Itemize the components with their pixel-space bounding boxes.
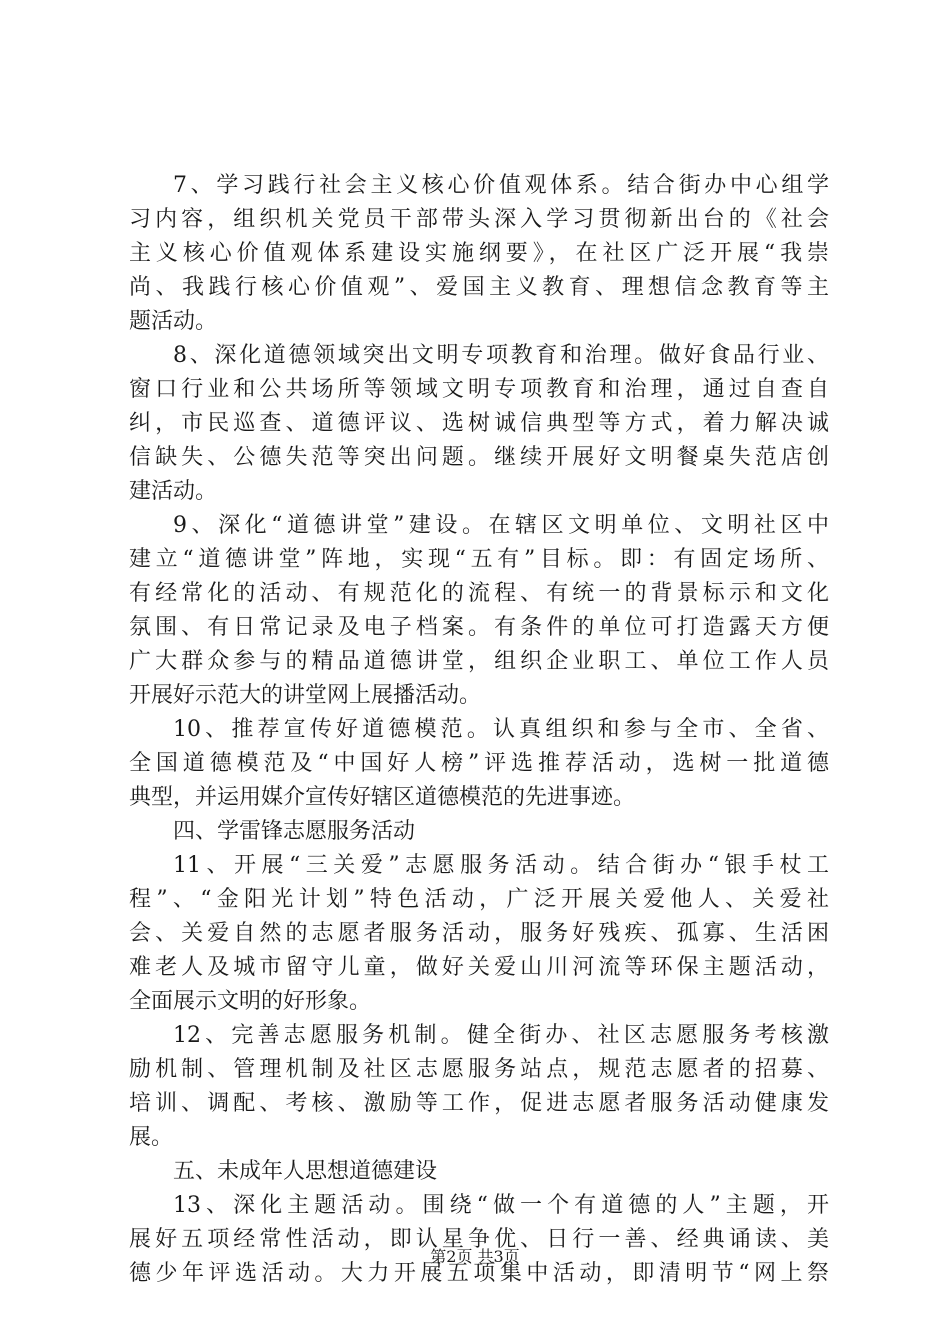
text-line: 7、学习践行社会主义核心价值观体系。结合街办中心组学	[173, 173, 829, 198]
text-line: 展。	[129, 1125, 174, 1150]
page-footer: 第2页 共3页	[430, 1247, 520, 1266]
text-line: 10、推荐宣传好道德模范。认真组织和参与全市、全省、	[173, 717, 829, 742]
text-line: 题活动。	[129, 309, 218, 334]
text-line: 德少年评选活动。大力开展五项集中活动，即清明节“网上祭	[129, 1261, 829, 1286]
text-line: 励机制、管理机制及社区志愿服务站点，规范志愿者的招募、	[129, 1057, 829, 1082]
text-line: 习内容，组织机关党员干部带头深入学习贯彻新出台的《社会	[129, 207, 829, 232]
text-line: 11、开展“三关爱”志愿服务活动。结合街办“银手杖工	[173, 853, 829, 878]
text-line: 展好五项经常性活动，即认星争优、日行一善、经典诵读、美	[129, 1227, 829, 1252]
text-line: 纠，市民巡查、道德评议、选树诚信典型等方式，着力解决诚	[129, 411, 829, 436]
text-line: 会、关爱自然的志愿者服务活动，服务好残疾、孤寡、生活困	[129, 921, 829, 946]
text-line: 程”、“金阳光计划”特色活动，广泛开展关爱他人、关爱社	[129, 887, 829, 912]
text-line: 广大群众参与的精品道德讲堂，组织企业职工、单位工作人员	[129, 649, 829, 674]
text-line: 典型，并运用媒介宣传好辖区道德模范的先进事迹。	[129, 785, 636, 810]
text-line: 四、学雷锋志愿服务活动	[173, 819, 416, 844]
text-line: 全面展示文明的好形象。	[129, 989, 372, 1014]
text-line: 8、深化道德领域突出文明专项教育和治理。做好食品行业、	[173, 343, 829, 368]
text-line: 12、完善志愿服务机制。健全街办、社区志愿服务考核激	[173, 1023, 829, 1048]
text-line: 窗口行业和公共场所等领域文明专项教育和治理，通过自查自	[129, 377, 829, 402]
text-line: 有经常化的活动、有规范化的流程、有统一的背景标示和文化	[129, 581, 829, 606]
text-line: 培训、调配、考核、激励等工作，促进志愿者服务活动健康发	[129, 1091, 829, 1116]
text-line: 氛围、有日常记录及电子档案。有条件的单位可打造露天方便	[129, 615, 829, 640]
text-line: 难老人及城市留守儿童，做好关爱山川河流等环保主题活动，	[129, 955, 829, 980]
text-line: 主义核心价值观体系建设实施纲要》，在社区广泛开展“我崇	[129, 241, 829, 266]
text-line: 13、深化主题活动。围绕“做一个有道德的人”主题，开	[173, 1193, 829, 1218]
text-line: 全国道德模范及“中国好人榜”评选推荐活动，选树一批道德	[129, 751, 829, 776]
text-line: 建活动。	[129, 479, 218, 504]
document-body	[129, 169, 829, 1291]
text-line: 开展好示范大的讲堂网上展播活动。	[129, 683, 482, 708]
text-line: 信缺失、公德失范等突出问题。继续开展好文明餐桌失范店创	[129, 445, 829, 470]
text-line: 五、未成年人思想道德建设	[173, 1159, 438, 1184]
text-line: 9、深化“道德讲堂”建设。在辖区文明单位、文明社区中	[173, 513, 829, 538]
text-line: 建立“道德讲堂”阵地，实现“五有”目标。即：有固定场所、	[129, 547, 829, 572]
text-line: 尚、我践行核心价值观”、爱国主义教育、理想信念教育等主	[129, 275, 829, 300]
